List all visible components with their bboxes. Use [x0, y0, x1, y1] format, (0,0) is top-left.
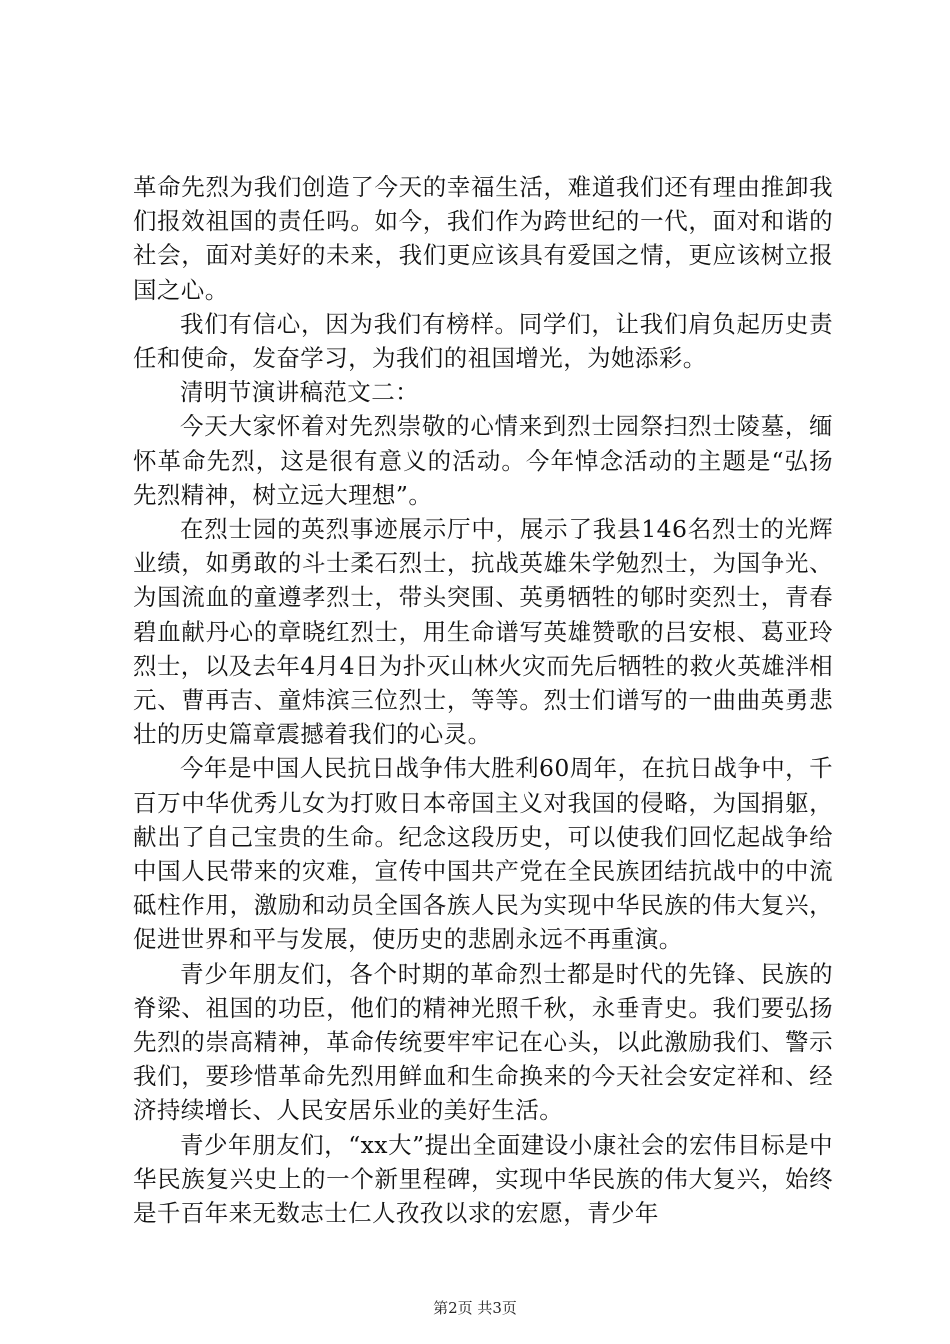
paragraph-memorial-activity: 今天大家怀着对先烈崇敬的心情来到烈士园祭扫烈士陵墓，缅怀革命先烈，这是很有意义的活动。今年悼念活动的主题是“弘扬先烈精神，树立远大理想”。: [133, 412, 833, 509]
paragraph-role-models: 我们有信心，因为我们有榜样。同学们，让我们肩负起历史责任和使命，发奋学习，为我们的祖国增光，为她添彩。: [133, 309, 833, 373]
paragraph-anniversary: 今年是中国人民抗日战争伟大胜利60周年，在抗日战争中，千百万中华优秀儿女为打败日本帝国主义对我国的侵略，为国捐躯，献出了自己宝贵的生命。纪念这段历史，可以使我们回忆起战争给中国人民带来的灾难，宣传中国共产党在全民族团结抗战中的中流砥柱作用，激励和动员全国各族人民为实现中华民族的伟大复兴，促进世界和平与发展，使历史的悲剧永远不再重演。: [133, 754, 833, 954]
paragraph-continuation: 革命先烈为我们创造了今天的幸福生活，难道我们还有理由推卸我们报效祖国的责任吗。如今，我们作为跨世纪的一代，面对和谐的社会，面对美好的未来，我们更应该具有爱国之情，更应该树立报国之心。: [133, 173, 833, 304]
document-body: [133, 170, 833, 1230]
paragraph-martyrs-exhibition: 在烈士园的英烈事迹展示厅中，展示了我县146名烈士的光辉业绩，如勇敢的斗士柔石烈士，抗战英雄朱学勉烈士，为国争光、为国流血的童遵孝烈士，带头突围、英勇牺牲的郇时奕烈士，青春碧血献丹心的章晓红烈士，用生命谱写英雄赞歌的吕安根、葛亚玲烈士，以及去年4月4日为扑灭山林火灾而先后牺牲的救火英雄泮相元、曹再吉、童炜滨三位烈士，等等。烈士们谱写的一曲曲英勇悲壮的历史篇章震撼着我们的心灵。: [133, 515, 833, 749]
section-heading: 清明节演讲稿范文二：: [180, 378, 419, 407]
paragraph-youth-spirit: 青少年朋友们，各个时期的革命烈士都是时代的先锋、民族的脊梁、祖国的功臣，他们的精神光照千秋，永垂青史。我们要弘扬先烈的崇高精神，革命传统要牢牢记在心头，以此激励我们、警示我们，要珍惜革命先烈用鲜血和生命换来的今天社会安定祥和、经济持续增长、人民安居乐业的美好生活。: [133, 959, 833, 1125]
paragraph-national-revival: 青少年朋友们，“xx大”提出全面建设小康社会的宏伟目标是中华民族复兴史上的一个新里程碑，实现中华民族的伟大复兴，始终是千百年来无数志士仁人孜孜以求的宏愿，青少年: [133, 1130, 833, 1228]
page-number-footer: 第2页 共3页: [433, 1299, 517, 1317]
